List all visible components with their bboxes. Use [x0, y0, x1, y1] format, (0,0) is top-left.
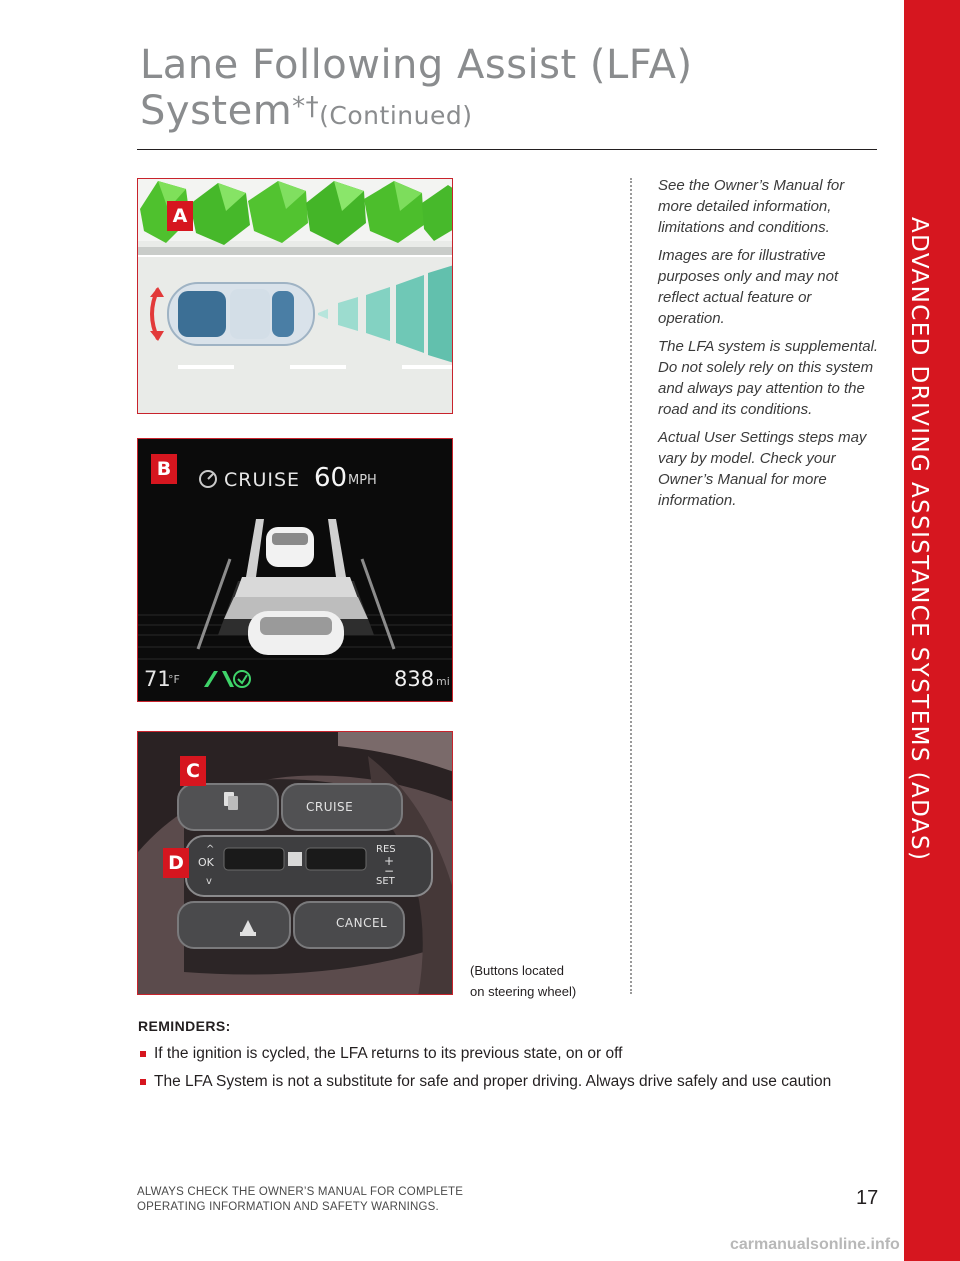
reminders-heading: REMINDERS:: [138, 1018, 231, 1034]
outside-temp-value: 71: [144, 667, 171, 691]
sidebar-label: ADVANCED DRIVING ASSISTANCE SYSTEMS (ADAS): [906, 217, 932, 862]
set-minus-button[interactable]: −: [384, 864, 395, 878]
badge-b: B: [151, 454, 177, 484]
svg-text:v: v: [206, 876, 212, 887]
title-system: System: [140, 88, 293, 134]
note-owner-manual: See the Owner’s Manual for more detailed information, limitations and conditions.: [658, 177, 845, 236]
steering-caption: [470, 960, 576, 1002]
range-unit: mi: [436, 675, 450, 688]
set-speed-unit: MPH: [348, 473, 377, 488]
steering-wheel-image: [137, 731, 453, 995]
illustration-lane-following: [137, 178, 453, 414]
title-divider: [137, 149, 877, 150]
badge-a: A: [167, 201, 193, 231]
title-marks: *†: [292, 92, 320, 122]
cancel-button[interactable]: CANCEL: [336, 916, 388, 930]
note-user-settings: Actual User Settings steps may vary by model. Check your Owner’s Manual for more information.: [658, 429, 867, 509]
res-plus-button[interactable]: +: [384, 854, 395, 868]
title-continued: (Continued): [319, 101, 473, 130]
note-illustrative: Images are for illustrative purposes only and may not reflect actual feature or operation.: [658, 247, 839, 327]
title-line-2: [140, 88, 693, 139]
cruise-label: CRUISE: [224, 469, 301, 491]
footer-warning: [137, 1185, 497, 1215]
caption-line-2: on steering wheel): [470, 984, 577, 999]
footer-line-1: ALWAYS CHECK THE OWNER’S MANUAL FOR COMPLETE: [137, 1186, 464, 1198]
caption-line-1: (Buttons located: [470, 963, 564, 978]
car-top-view: [168, 283, 314, 345]
badge-c: C: [180, 756, 206, 786]
lane-dashes: [178, 365, 453, 369]
footer-line-2: OPERATING INFORMATION AND SAFETY WARNINGS.: [137, 1201, 439, 1213]
ok-button[interactable]: OK: [198, 856, 214, 869]
list-item: If the ignition is cycled, the LFA returns to its previous state, on or off: [138, 1044, 888, 1064]
page-title: [140, 42, 693, 139]
badge-d: D: [163, 848, 189, 878]
svg-text:^: ^: [206, 844, 215, 855]
side-notes: [658, 175, 880, 518]
res-label: RES: [376, 844, 396, 855]
outside-temp-unit: °F: [168, 673, 180, 686]
reminders-section: [138, 1018, 888, 1100]
set-label: SET: [376, 876, 395, 887]
note-supplemental: The LFA system is supplemental. Do not solely rely on this system and always pay attention to the road and its conditions.: [658, 338, 879, 418]
watermark: carmanualsonline.info: [730, 1236, 900, 1253]
list-item: The LFA System is not a substitute for safe and proper driving. Always drive safely and use caution: [138, 1072, 888, 1092]
title-line-1: Lane Following Assist (LFA): [140, 42, 693, 88]
cruise-button[interactable]: CRUISE: [306, 800, 354, 814]
notes-divider: [630, 178, 632, 994]
reminders-list: [138, 1044, 888, 1092]
cluster-display-image: [137, 438, 453, 702]
page-number: 17: [856, 1187, 879, 1209]
set-speed-value: 60: [314, 463, 348, 493]
range-value: 838: [394, 667, 435, 691]
